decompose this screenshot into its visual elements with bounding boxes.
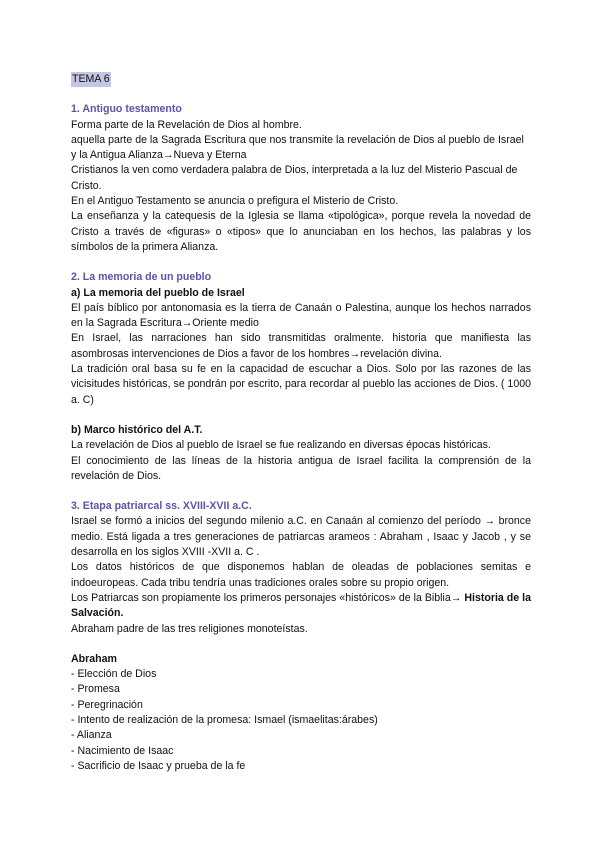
abraham-heading: Abraham — [71, 652, 117, 665]
title-line — [71, 72, 531, 87]
paragraph — [71, 591, 531, 622]
paragraph: La tradición oral basa su fe en la capacidad de escuchar a Dios. Solo por las razones de las vicisitudes históricas, se pondrán por escrito, para recordar al pueblo las acciones de Dios. ( 1000 a. C) — [71, 363, 531, 406]
list-item: - Sacrificio de Isaac y prueba de la fe — [71, 759, 246, 772]
paragraph: Abraham padre de las tres religiones monoteístas. — [71, 622, 308, 635]
section-1-heading: 1. Antiguo testamento — [71, 103, 182, 116]
spacer — [71, 484, 531, 499]
list-item: - Peregrinación — [71, 698, 143, 711]
spacer — [71, 87, 531, 102]
subsection-a-heading: a) La memoria del pueblo de Israel — [71, 286, 245, 299]
subsection-b-heading: b) Marco histórico del A.T. — [71, 423, 203, 436]
list-item: - Intento de realización de la promesa: Ismael (ismaelitas:árabes) — [71, 713, 378, 726]
paragraph: aquella parte de la Sagrada Escritura que nos transmite la revelación de Dios al pueblo de Israel y la Antigua Alianza→Nueva y Eterna — [71, 133, 524, 162]
page-title: TEMA 6 — [71, 72, 111, 87]
paragraph-text: Los Patriarcas son propiamente los primeros personajes «históricos» de la Biblia→ — [71, 591, 465, 604]
spacer — [71, 255, 531, 270]
paragraph-bold-text: Historia de la Salvación. — [71, 591, 531, 620]
list-item: - Elección de Dios — [71, 668, 157, 681]
document-content — [71, 72, 531, 774]
spacer — [71, 637, 531, 652]
paragraph: La revelación de Dios al pueblo de Israel se fue realizando en diversas épocas históricas. — [71, 439, 491, 452]
paragraph: En el Antiguo Testamento se anuncia o prefigura el Misterio de Cristo. — [71, 195, 399, 208]
list-item: - Nacimiento de Isaac — [71, 744, 174, 757]
paragraph: El país bíblico por antonomasia es la tierra de Canaán o Palestina, aunque los hechos narrados en la Sagrada Escritura→Oriente medio — [71, 301, 531, 330]
paragraph: Forma parte de la Revelación de Dios al hombre. — [71, 118, 302, 131]
abraham-list — [71, 667, 531, 774]
spacer — [71, 408, 531, 423]
paragraph: El conocimiento de las líneas de la historia antigua de Israel facilita la comprensión de la revelación de Dios. — [71, 454, 531, 482]
section-3-heading: 3. Etapa patriarcal ss. XVIII-XVII a.C. — [71, 500, 252, 513]
paragraph: La enseñanza y la catequesis de la Iglesia se llama «tipológica», porque revela la novedad de Cristo a través de «figuras» o «tipos» que lo anunciaban en los hechos, las palabras y los símbolos de la primera Alianza. — [71, 210, 531, 253]
list-item: - Alianza — [71, 729, 112, 742]
section-2-heading: 2. La memoria de un pueblo — [71, 271, 212, 284]
paragraph: Cristianos la ven como verdadera palabra de Dios, interpretada a la luz del Misterio Pascual de Cristo. — [71, 164, 518, 192]
paragraph: Israel se formó a inicios del segundo milenio a.C. en Canaán al comienzo del período → bronce medio. Está ligada a tres generaciones de patriarcas arameos : Abraham , Isaac y Jacob , y se desarrolla en los siglos XVIII -XVII a. C . — [71, 515, 531, 559]
paragraph: Los datos históricos de que disponemos hablan de oleadas de poblaciones semitas e indoeuropeas. Cada tribu tendría unas tradiciones orales sobre su propio origen. — [71, 561, 531, 589]
list-item: - Promesa — [71, 683, 120, 696]
paragraph: En Israel, las narraciones han sido transmitidas oralmente. historia que manifiesta las asombrosas intervenciones de Dios a favor de los hombres→revelación divina. — [71, 332, 531, 360]
